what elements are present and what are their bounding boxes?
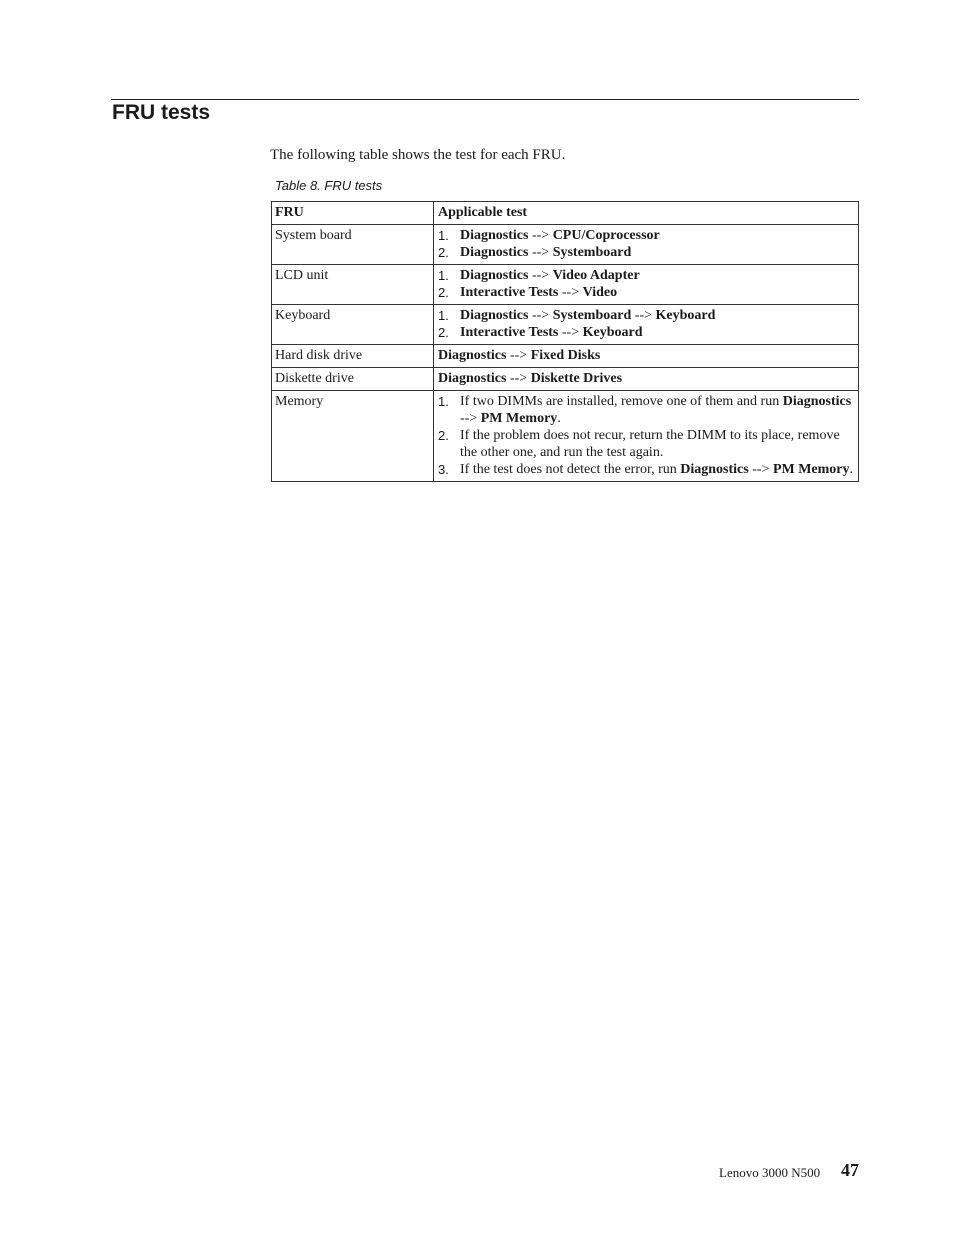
fru-name-cell: Hard disk drive [272,345,434,368]
step-number: 3. [438,462,449,477]
step-number: 2. [438,245,449,260]
bold-term: Diagnostics [680,462,749,477]
test-steps-list [438,393,854,478]
footer-product: Lenovo 3000 N500 [719,1165,821,1180]
text-run: --> [528,245,553,260]
text-run: If the test does not detect the error, run [460,462,681,477]
text-run: --> [460,411,481,426]
test-step [438,393,854,427]
heading-rule [111,99,859,100]
bold-term: Diagnostics [438,371,507,386]
table-row [272,391,859,482]
bold-term: Systemboard [552,308,632,323]
bold-term: Video Adapter [552,268,640,283]
text-run: --> [631,308,656,323]
fru-name-cell: Memory [272,391,434,482]
bold-term: Interactive Tests [460,325,559,340]
table-caption: Table 8. FRU tests [275,178,383,193]
bold-term: CPU/Coprocessor [552,228,660,243]
step-number: 1. [438,268,449,283]
bold-term: PM Memory [480,411,558,426]
bold-term: Diagnostics [438,348,507,363]
step-number: 1. [438,308,449,323]
table-row [272,345,859,368]
page-number: 47 [841,1160,859,1180]
step-number: 1. [438,394,449,409]
fru-name-cell: System board [272,225,434,265]
text-run: --> [506,371,531,386]
text-run: . [557,411,561,426]
test-step [438,427,854,461]
applicable-test-cell [434,368,859,391]
applicable-test-cell [434,391,859,482]
test-steps-list [438,307,854,341]
test-step [438,284,854,301]
table-row [272,368,859,391]
bold-term: Video [582,285,618,300]
bold-term: Interactive Tests [460,285,559,300]
table-header-row [272,202,859,225]
test-step [438,267,854,284]
text-run: If the problem does not recur, return the DIMM to its place, remove the other one, and run the test again. [460,428,840,460]
fru-name-cell: Diskette drive [272,368,434,391]
text-run: --> [528,228,553,243]
fru-name-cell: Keyboard [272,305,434,345]
bold-term: Diagnostics [460,228,529,243]
test-step [438,307,854,324]
intro-paragraph: The following table shows the test for each FRU. [270,147,566,163]
applicable-test-cell [434,305,859,345]
step-number: 1. [438,228,449,243]
bold-term: Fixed Disks [530,348,601,363]
step-number: 2. [438,285,449,300]
text-run: --> [528,268,553,283]
bold-term: Keyboard [582,325,643,340]
table-row [272,225,859,265]
test-step [438,461,854,478]
text-run: . [849,462,854,477]
applicable-test-cell [434,345,859,368]
test-steps-list [438,227,854,261]
bold-term: Keyboard [655,308,716,323]
bold-term: Systemboard [552,245,632,260]
bold-term: Diagnostics [460,308,529,323]
test-step [438,324,854,341]
table-row [272,265,859,305]
text-run: --> [506,348,531,363]
header-fru: FRU [272,202,434,225]
test-step [438,244,854,261]
step-number: 2. [438,428,449,443]
section-title: FRU tests [112,101,211,124]
text-run: --> [558,325,583,340]
applicable-test-cell [434,265,859,305]
text-run: --> [748,462,773,477]
header-applicable-test: Applicable test [434,202,859,225]
step-number: 2. [438,325,449,340]
bold-term: PM Memory [772,462,850,477]
applicable-test-cell [434,225,859,265]
test-steps-list [438,267,854,301]
fru-tests-table [271,201,859,482]
test-step [438,227,854,244]
text-run: --> [558,285,583,300]
table-row [272,305,859,345]
bold-term: Diagnostics [782,394,852,409]
text-run: If two DIMMs are installed, remove one of them and run [460,394,783,409]
text-run: --> [528,308,553,323]
bold-term: Diagnostics [460,245,529,260]
bold-term: Diagnostics [460,268,529,283]
bold-term: Diskette Drives [530,371,623,386]
fru-name-cell: LCD unit [272,265,434,305]
